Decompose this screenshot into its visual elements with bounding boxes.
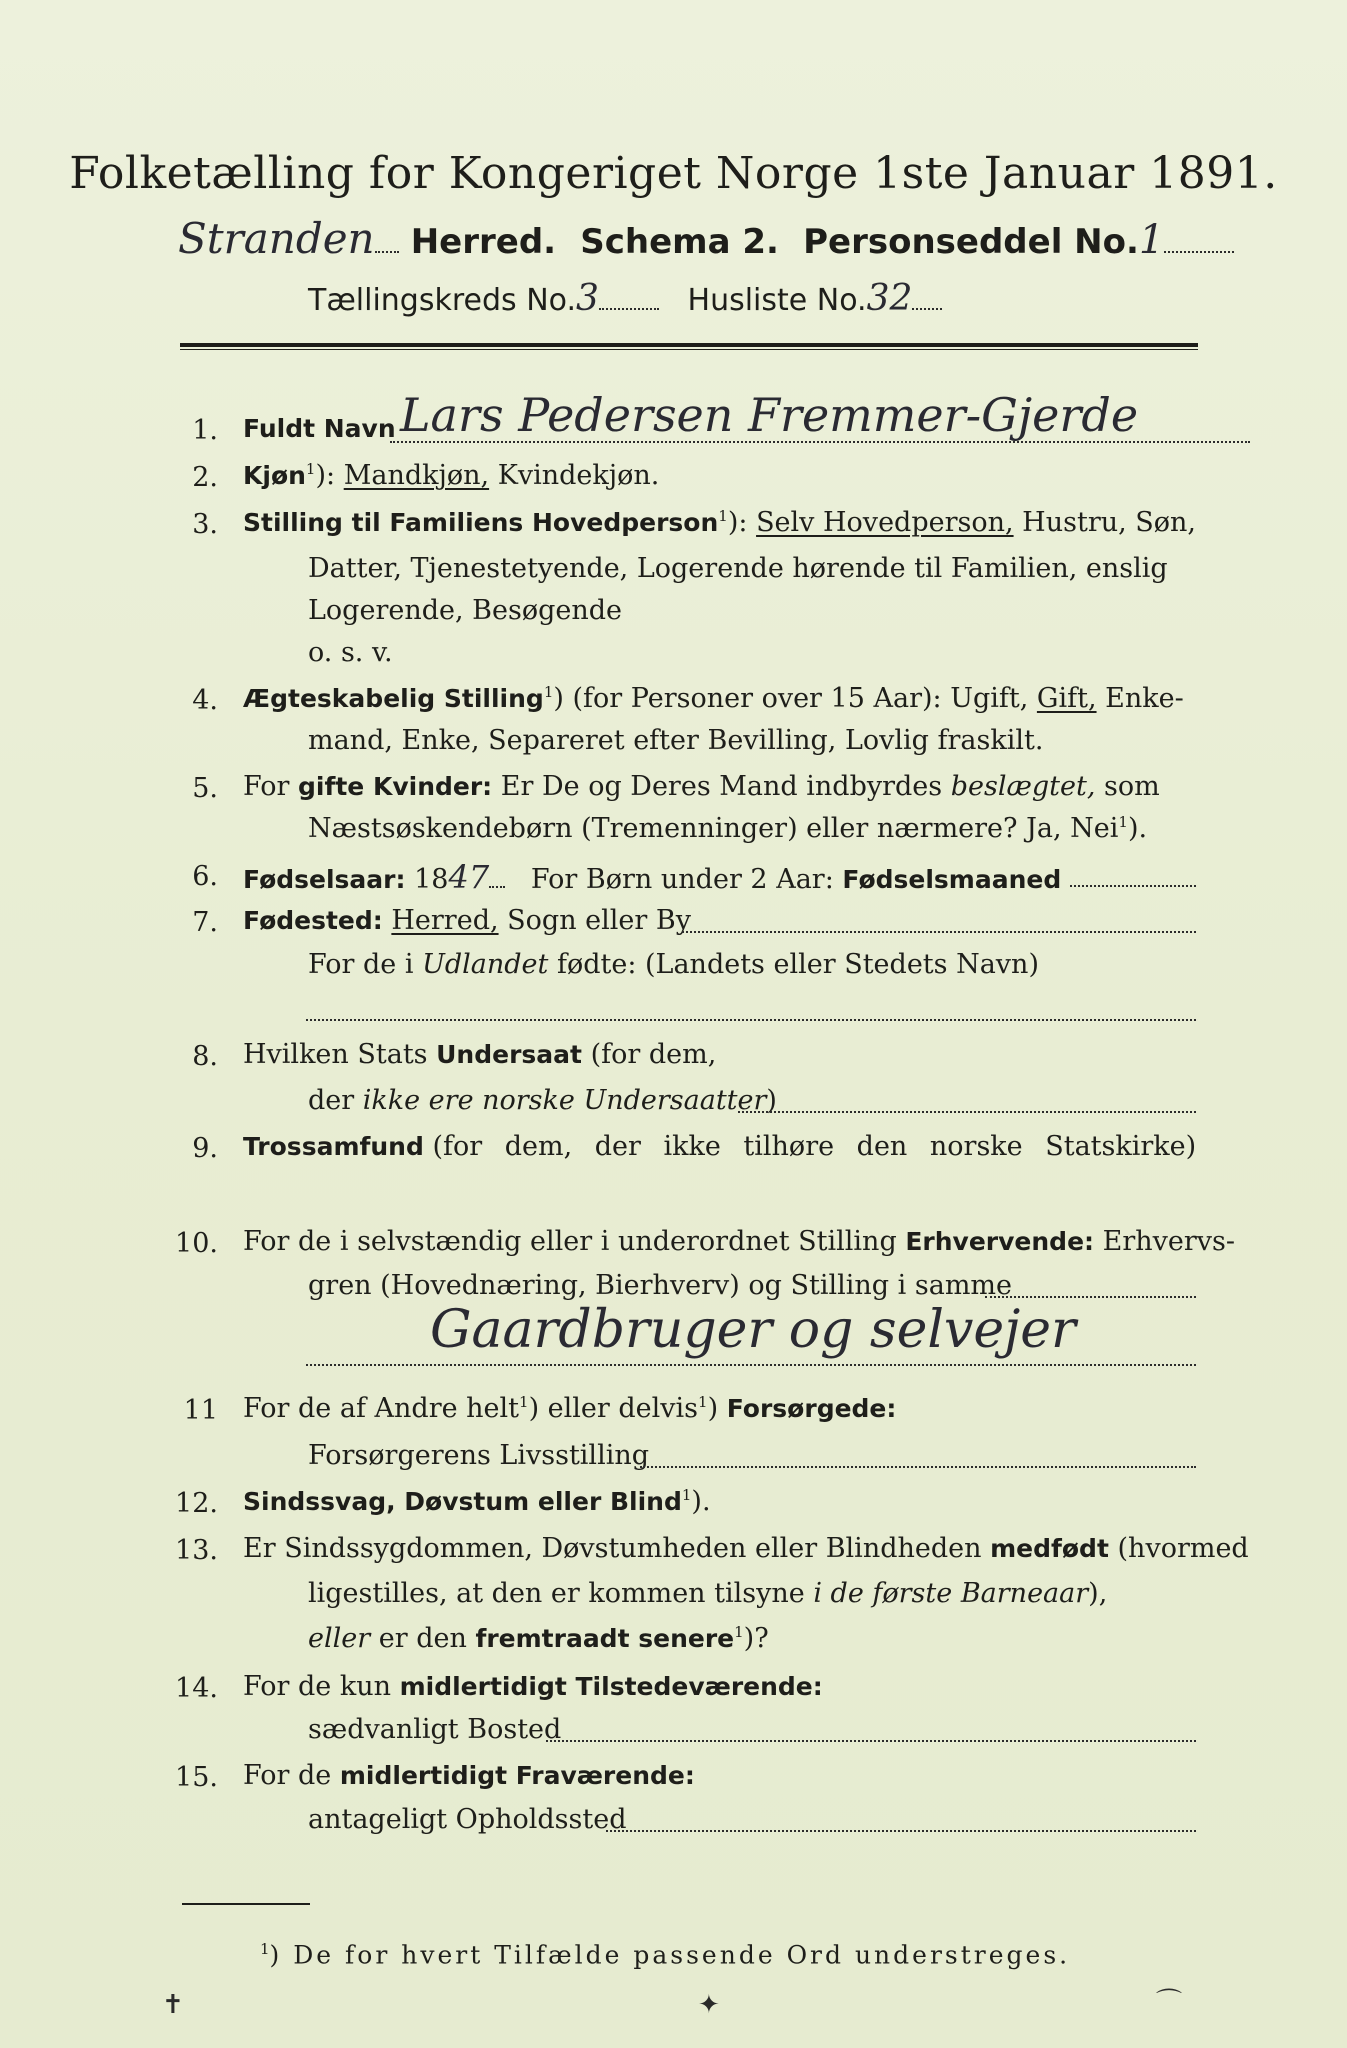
item-8-line-1: Hvilken Stats Undersaat (for dem, — [243, 1039, 717, 1070]
herred-value: Stranden — [178, 214, 375, 263]
item-1-number: 1. — [192, 415, 218, 446]
item-8-line-2: der ikke ere norske Undersaatter) — [308, 1085, 777, 1116]
herred-label: Herred. — [410, 222, 557, 262]
kreds-number: 3 — [576, 278, 599, 319]
item-10-fill — [985, 1295, 1196, 1298]
item-3-line-4: o. s. v. — [308, 637, 393, 668]
item-10-fill-2 — [306, 1363, 1196, 1366]
footnote: $^1$) De for hvert Tilfælde passende Ord understreges. — [260, 1940, 1071, 1970]
item-14-number: 14. — [175, 1673, 218, 1704]
item-6-fill — [1070, 884, 1196, 887]
item-8-number: 8. — [192, 1041, 218, 1072]
item-7-fill-2 — [306, 1018, 1196, 1021]
item-4-line-2: mand, Enke, Separeret efter Bevilling, Lovlig fraskilt. — [308, 725, 1044, 756]
item-7-number: 7. — [192, 907, 218, 938]
form-title: Folketælling for Kongeriget Norge 1ste Januar 1891. — [69, 148, 1278, 199]
kreds-line — [308, 278, 942, 319]
husliste-label: Husliste No. — [687, 283, 867, 318]
personseddel-label: Personseddel No. — [803, 222, 1139, 262]
item-7-line-1: Fødested: Herred, Sogn eller By — [243, 905, 691, 936]
ink-mark-center: ✦ — [698, 1990, 720, 2020]
item-3-selected: Selv Hovedperson, — [756, 507, 1014, 538]
item-11-number: 11 — [183, 1395, 218, 1426]
item-10-number: 10. — [175, 1228, 218, 1259]
kreds-label: Tællingskreds No. — [308, 283, 576, 318]
item-13-line-1: Er Sindssygdommen, Døvstumheden eller Blindheden medfødt (hvormed — [243, 1533, 1249, 1564]
footnote-rule — [182, 1903, 310, 1905]
item-12-line-1: Sindssvag, Døvstum eller Blind$^1$). — [243, 1486, 711, 1517]
item-9-number: 9. — [192, 1133, 218, 1164]
item-7-fill — [682, 930, 1196, 933]
header-rule — [180, 343, 1198, 347]
item-8-fill — [738, 1110, 1196, 1113]
item-6-year-value: 47 — [448, 858, 490, 896]
item-7-selected: Herred, — [391, 905, 499, 936]
item-11-line-2: Forsørgerens Livsstilling — [308, 1440, 650, 1471]
item-2-selected: Mandkjøn, — [343, 460, 490, 491]
item-1-label: Fuldt Navn — [243, 414, 396, 443]
item-11-fill — [640, 1465, 1196, 1468]
item-2-text: Kjøn$^1$): Mandkjøn, Kvindekjøn. — [243, 460, 660, 491]
item-4-line-1: Ægteskabelig Stilling$^1$) (for Personer over 15 Aar): Ugift, Gift, Enke- — [243, 683, 1184, 714]
item-2-number: 2. — [192, 462, 218, 493]
item-15-fill — [606, 1829, 1196, 1832]
item-4-selected: Gift, — [1036, 683, 1097, 714]
herred-line — [178, 214, 1234, 263]
item-5-line-1: For gifte Kvinder: Er De og Deres Mand indbyrdes beslægtet, som — [243, 771, 1160, 802]
item-3-number: 3. — [192, 509, 218, 540]
item-15-line-2: antageligt Opholdssted — [308, 1804, 627, 1835]
item-15-number: 15. — [175, 1762, 218, 1793]
item-3-line-1: Stilling til Familiens Hovedperson$^1$): Selv Hovedperson, Hustru, Søn, — [243, 507, 1196, 538]
ink-mark-left: ✝ — [162, 1990, 184, 2020]
item-9-line-1: Trossamfund (for dem, der ikke tilhøre den norske Statskirke) — [243, 1131, 1197, 1162]
item-10-line-2: gren (Hovednæring, Bierhverv) og Stilling i samme — [308, 1270, 1013, 1301]
item-5-number: 5. — [192, 773, 218, 804]
header-rule-thin — [180, 349, 1198, 350]
item-13-line-3: eller er den fremtraadt senere$^1$)? — [308, 1623, 769, 1654]
item-5-line-2: Næstsøskendebørn (Tremenninger) eller nærmere? Ja, Nei$^1$). — [308, 813, 1148, 844]
item-12-number: 12. — [175, 1488, 218, 1519]
item-6-line-1: Fødselsaar: 1847 For Børn under 2 Aar: Fødselsmaaned — [243, 858, 1062, 896]
item-4-number: 4. — [192, 685, 218, 716]
item-1-name-value: Lars Pedersen Fremmer-Gjerde — [400, 388, 1139, 442]
item-7-line-2: For de i Udlandet fødte: (Landets eller Stedets Navn) — [308, 949, 1039, 980]
ink-mark-right: ⌒ — [1156, 1988, 1183, 2018]
item-15-line-1: For de midlertidigt Fraværende: — [243, 1760, 695, 1791]
item-13-line-2: ligestilles, at den er kommen tilsyne i de første Barneaar), — [308, 1578, 1108, 1609]
item-1-fill — [390, 440, 1250, 443]
item-3-line-2: Datter, Tjenestetyende, Logerende hørende til Familien, enslig — [308, 553, 1168, 584]
item-14-line-1: For de kun midlertidigt Tilstedeværende: — [243, 1671, 823, 1702]
item-3-line-3: Logerende, Besøgende — [308, 595, 622, 626]
item-10-occupation-value: Gaardbruger og selvejer — [430, 1300, 1076, 1360]
item-6-number: 6. — [192, 861, 218, 892]
husliste-number: 32 — [866, 278, 913, 319]
personseddel-number: 1 — [1138, 217, 1165, 263]
item-13-number: 13. — [175, 1535, 218, 1566]
item-10-line-1: For de i selvstændig eller i underordnet Stilling Erhvervende: Erhvervs- — [243, 1226, 1236, 1257]
item-11-line-1: For de af Andre helt$^1$) eller delvis$^1$) Forsørgede: — [243, 1393, 897, 1424]
item-14-fill — [546, 1739, 1196, 1742]
item-14-line-2: sædvanligt Bosted — [308, 1714, 562, 1745]
schema-label: Schema 2. — [580, 222, 779, 262]
